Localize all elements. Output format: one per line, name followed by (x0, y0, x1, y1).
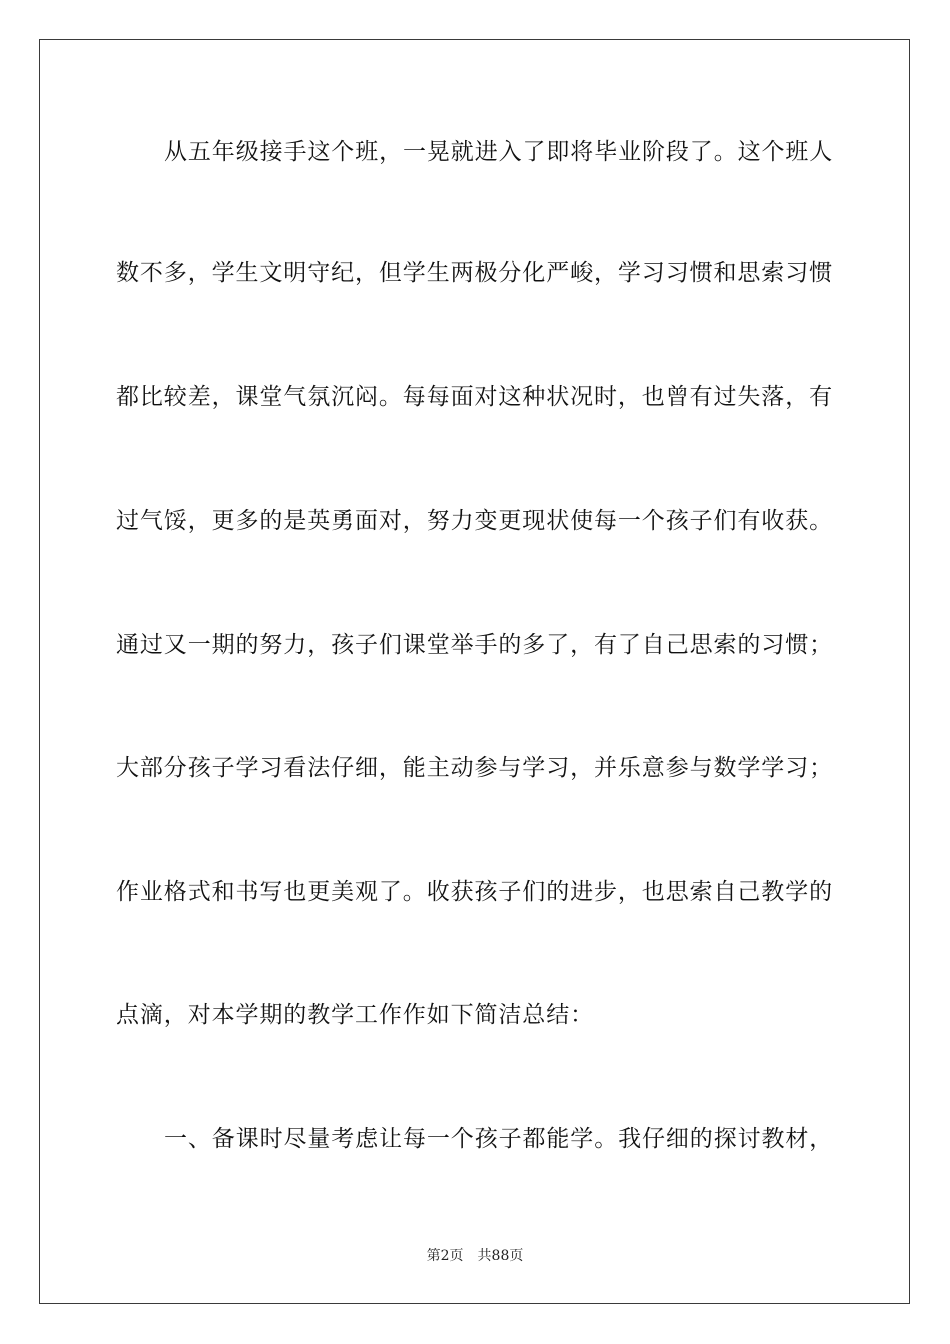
paragraph-line-3: 都比较差，课堂气氛沉闷。每每面对这种状况时，也曾有过失落，有 (116, 384, 833, 410)
paragraph-line-2: 数不多，学生文明守纪，但学生两极分化严峻，学习习惯和思索习惯 (116, 260, 833, 286)
page-number: 第2页 (426, 1248, 464, 1264)
paragraph-line-7: 作业格式和书写也更美观了。收获孩子们的进步，也思索自己教学的 (116, 879, 833, 905)
page-footer (0, 1247, 950, 1265)
section-heading-line: 一、备课时尽量考虑让每一个孩子都能学。我仔细的探讨教材， (164, 1126, 834, 1152)
paragraph-line-4: 过气馁，更多的是英勇面对，努力变更现状使每一个孩子们有收获。 (116, 508, 833, 534)
paragraph-line-8: 点滴，对本学期的教学工作作如下简洁总结： (116, 1002, 594, 1028)
page-border (39, 39, 910, 1304)
total-pages: 共88页 (477, 1248, 524, 1264)
paragraph-line-5: 通过又一期的努力，孩子们课堂举手的多了，有了自己思索的习惯； (116, 632, 833, 658)
paragraph-line-6: 大部分孩子学习看法仔细，能主动参与学习，并乐意参与数学学习； (116, 755, 833, 781)
paragraph-line-1: 从五年级接手这个班，一晃就进入了即将毕业阶段了。这个班人 (164, 139, 834, 165)
